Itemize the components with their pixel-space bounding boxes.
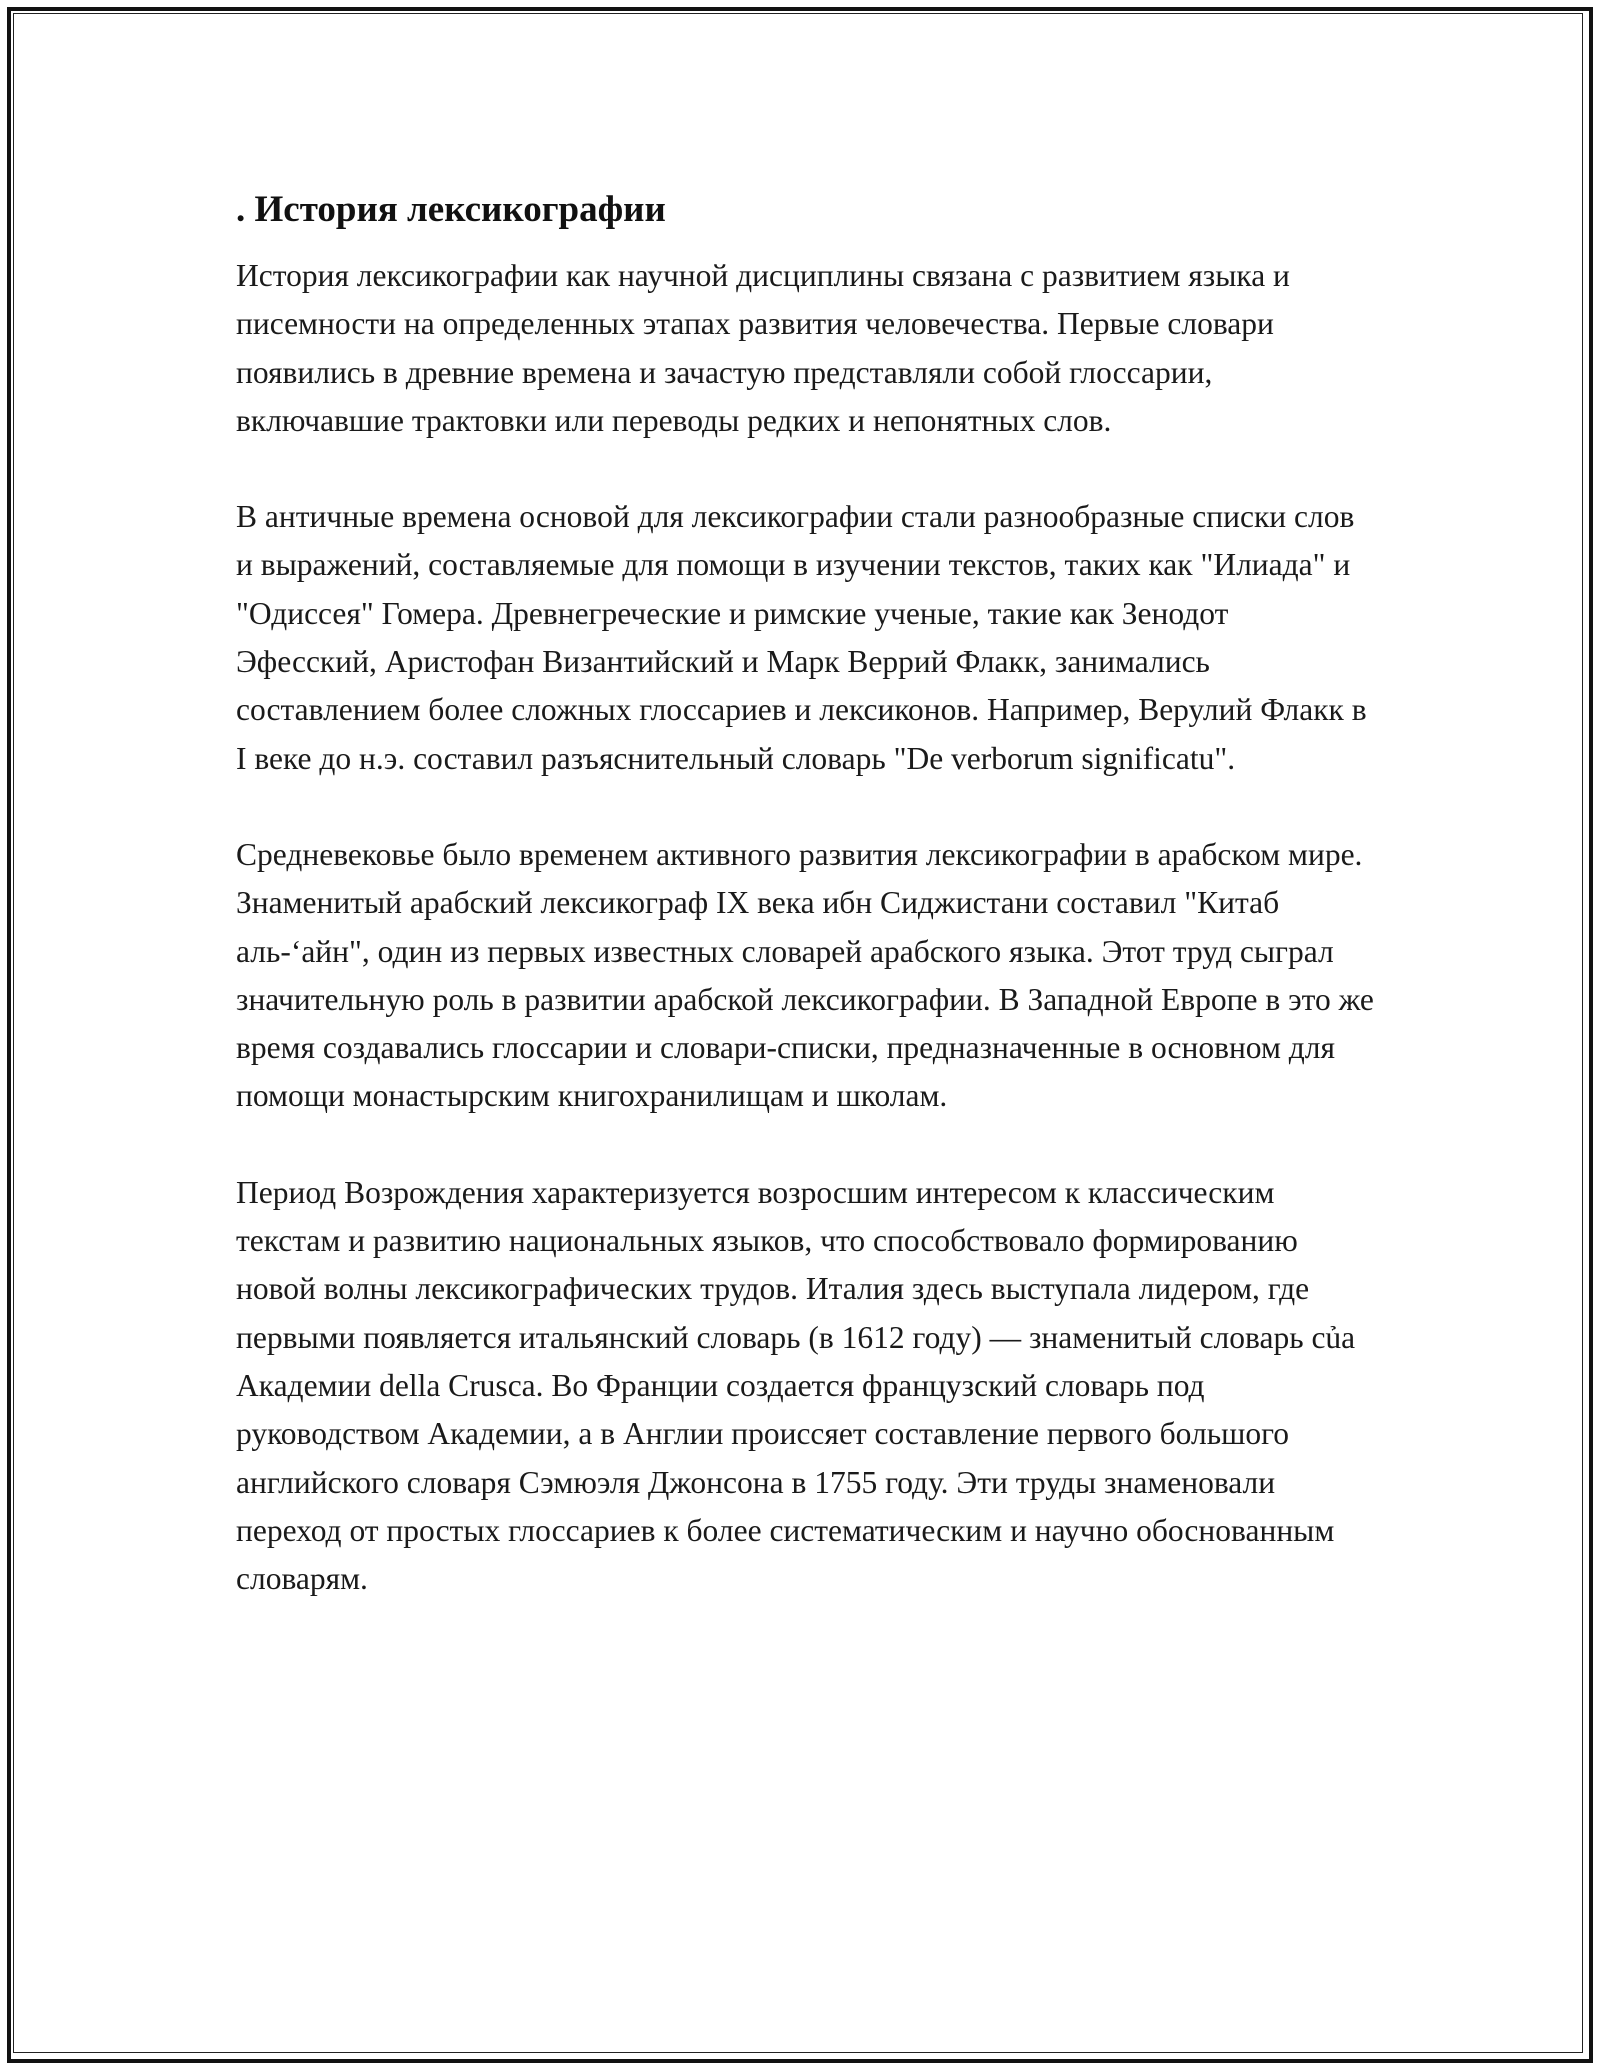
document-body	[236, 186, 1376, 1651]
section-title: . История лексикографии	[236, 189, 666, 230]
paragraph-middle-ages: Средневековье было временем активного развития лексикографии в арабском мире. Знаменитый арабский лексикограф IX века ибн Сиджистани составил "Китаб аль-‘айн", один из первых известных словарей арабского языка. Этот труд сыграл значительную роль в развитии арабской лексикографии. В Западной Европе в это же время создавались глоссарии и словари-списки, предназначенные в основном для помощи монастырским книгохранилищам и школам.	[236, 836, 1374, 1114]
paragraph-antiquity: В античные времена основой для лексикографии стали разнообразные списки слов и выражений, составляемые для помощи в изучении текстов, таких как "Илиада" и "Одиссея" Гомера. Древнегреческие и римские ученые, такие как Зенодот Эфесский, Аристофан Византийский и Марк Веррий Флакк, занимались составлением более сложных глоссариев и лексиконов. Например, Верулий Флакк в I веке до н.э. составил разъяснительный словарь "De verborum significatu".	[236, 499, 1367, 776]
paragraph-intro: История лексикографии как научной дисциплины связана с развитием языка и писемности на определенных этапах развития человечества. Первые словари появились в древние времена и зачастую представляли собой глоссарии, включавшие трактовки или переводы редких и непонятных слов.	[236, 258, 1290, 438]
paragraph-renaissance: Период Возрождения характеризуется возросшим интересом к классическим текстам и развитию национальных языков, что способствовало формированию новой волны лексикографических трудов. Италия здесь выступала лидером, где первыми появляется итальянский словарь (в 1612 году) — знаменитый словарь của Академии della Crusca. Во Франции создается французский словарь под руководством Академии, а в Англии происсяет составление первого большого английского словаря Сэмюэля Джонсона в 1755 году. Эти труды знаменовали переход от простых глоссариев к более систематическим и научно обоснованным словарям.	[236, 1174, 1356, 1597]
